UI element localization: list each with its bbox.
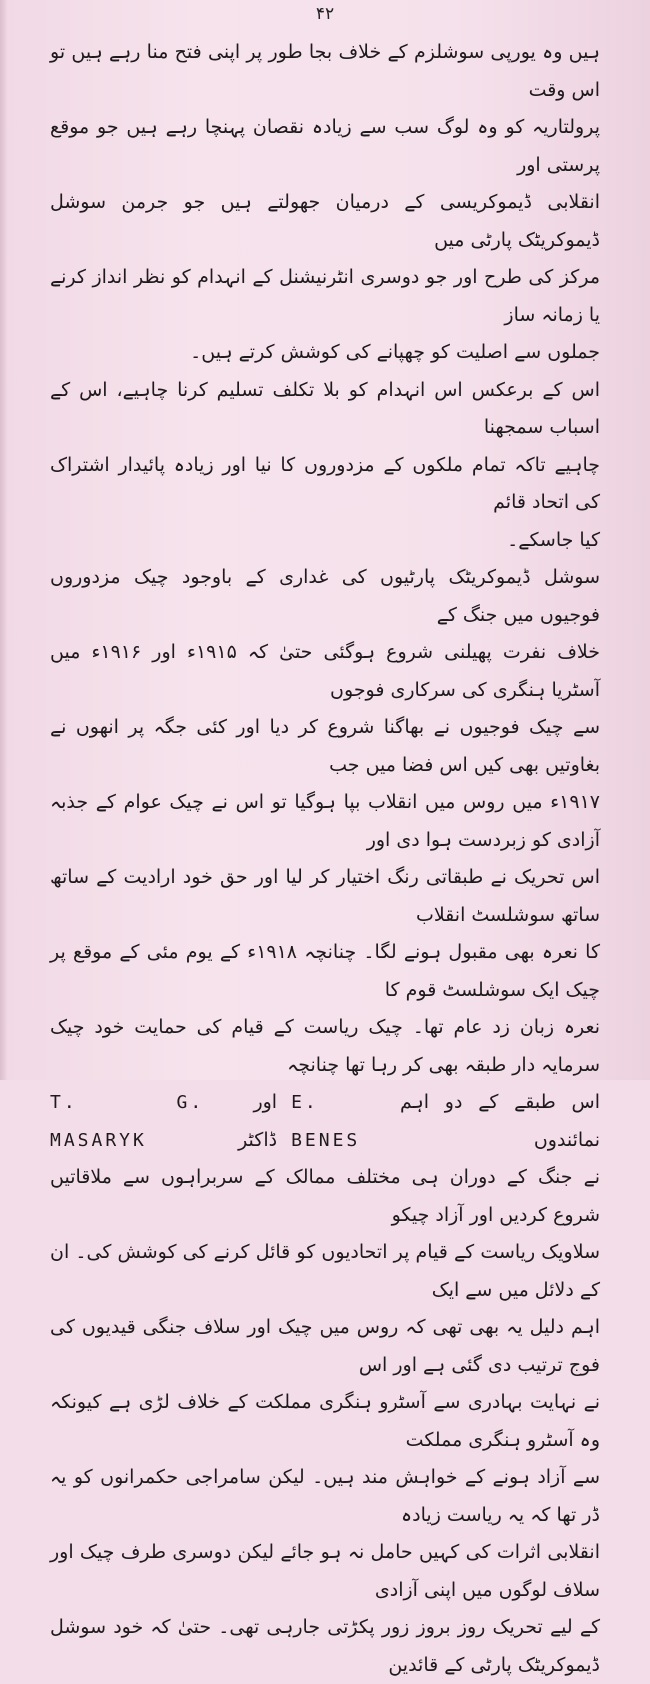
text-line: کے لیے تحریک روز بروز زور پکڑتی جارہی تھی۔ حتیٰ کہ خود سوشل ڈیموکریٹک پارٹی کے قائدین xyxy=(50,1616,600,1676)
text-line: ہیں وہ یورپی سوشلزم کے خلاف بجا طور پر اپنی فتح منا رہے ہیں تو اس وقت xyxy=(50,41,600,101)
text-line: خلاف نفرت پھیلنی شروع ہوگئی حتیٰ کہ ۱۹۱۵ء اور ۱۹۱۶ء میں آسٹریا ہنگری کی سرکاری فوجوں xyxy=(50,641,600,701)
text-line: سوشل ڈیموکریٹک پارٹیوں کی غداری کے باوجود چیک مزدوروں فوجیوں میں جنگ کے xyxy=(50,566,600,626)
name-benes: E. BENES xyxy=(291,1092,361,1151)
text-line: ۱۹۱۷ء میں روس میں انقلاب بپا ہوگیا تو اس نے چیک عوام کے جذبہ آزادی کو زبردست ہوا دی اور xyxy=(50,791,600,851)
text-line: سلاویک ریاست کے قیام پر اتحادیوں کو قائل کرنے کی کوشش کی۔ ان کے دلائل میں سے ایک xyxy=(50,1241,600,1301)
text-line: انقلابی ڈیموکریسی کے درمیان جھولتے ہیں جو جرمن سوشل ڈیموکریٹک پارٹی میں xyxy=(50,191,600,251)
names-line-intro: اس طبقے کے دو اہم نمائندوں xyxy=(399,1091,600,1151)
text-line: چاہیے تاکہ تمام ملکوں کے مزدوروں کا نیا اور زیادہ پائیدار اشتراک کی اتحاد قائم xyxy=(50,453,600,513)
text-line: نے جنگ کے دوران ہی مختلف ممالک کے سربراہوں سے ملاقاتیں شروع کردیں اور آزاد چیکو xyxy=(50,1166,600,1226)
names-line-doctor: اور ڈاکٹر xyxy=(238,1091,278,1151)
text-line: اہم دلیل یہ بھی تھی کہ روس میں چیک اور سلاف جنگی قیدیوں کی فوج ترتیب دی گئی ہے اور اس xyxy=(50,1316,600,1376)
name-masaryk: T. G. MASARYK xyxy=(50,1092,205,1151)
text-line: کا نعرہ بھی مقبول ہونے لگا۔ چنانچہ ۱۹۱۸ء کے یوم مئی کے موقع پر چیک ایک سوشلسٹ قوم کا xyxy=(50,941,601,1001)
body-text xyxy=(50,34,600,1684)
text-line: نے نہایت بہادری سے آسٹرو ہنگری مملکت کے خلاف لڑی ہے کیونکہ وہ آسٹرو ہنگری مملکت xyxy=(50,1391,600,1451)
text-line: اس تحریک نے طبقاتی رنگ اختیار کر لیا اور حق خود ارادیت کے ساتھ ساتھ سوشلسٹ انقلاب xyxy=(50,866,600,926)
page-number: ۴۲ xyxy=(315,4,335,24)
text-line: کیا جاسکے۔ xyxy=(507,528,600,551)
text-line: مرکز کی طرح اور جو دوسری انٹرنیشنل کے انہدام کو نظر انداز کرنے یا زمانہ ساز xyxy=(50,266,600,326)
text-line: نعرہ زبان زد عام تھا۔ چیک ریاست کے قیام کی حمایت خود چیک سرمایہ دار طبقہ بھی کر رہا تھا چنانچہ xyxy=(50,1016,600,1076)
text-line: پرولتاریہ کو وہ لوگ سب سے زیادہ نقصان پہنچا رہے ہیں جو موقع پرستی اور xyxy=(50,116,600,176)
text-line: سے چیک فوجیوں نے بھاگنا شروع کر دیا اور کئی جگہ پر انھوں نے بغاوتیں بھی کیں اس فضا میں جب xyxy=(50,716,600,776)
page-edge-shadow xyxy=(0,0,8,1080)
text-line: اس کے برعکس اس انہدام کو بلا تکلف تسلیم کرنا چاہیے، اس کے اسباب سمجھنا xyxy=(50,378,600,438)
text-line: انقلابی اثرات کی کہیں حامل نہ ہو جائے لیکن دوسری طرف چیک اور سلاف لوگوں میں اپنی آزادی xyxy=(50,1541,600,1601)
text-line: سے آزاد ہونے کے خواہش مند ہیں۔ لیکن سامراجی حکمرانوں کو یہ ڈر تھا کہ یہ ریاست زیادہ xyxy=(50,1466,600,1526)
names-line xyxy=(50,1084,600,1159)
text-line: جملوں سے اصلیت کو چھپانے کی کوشش کرتے ہیں۔ xyxy=(190,341,600,363)
